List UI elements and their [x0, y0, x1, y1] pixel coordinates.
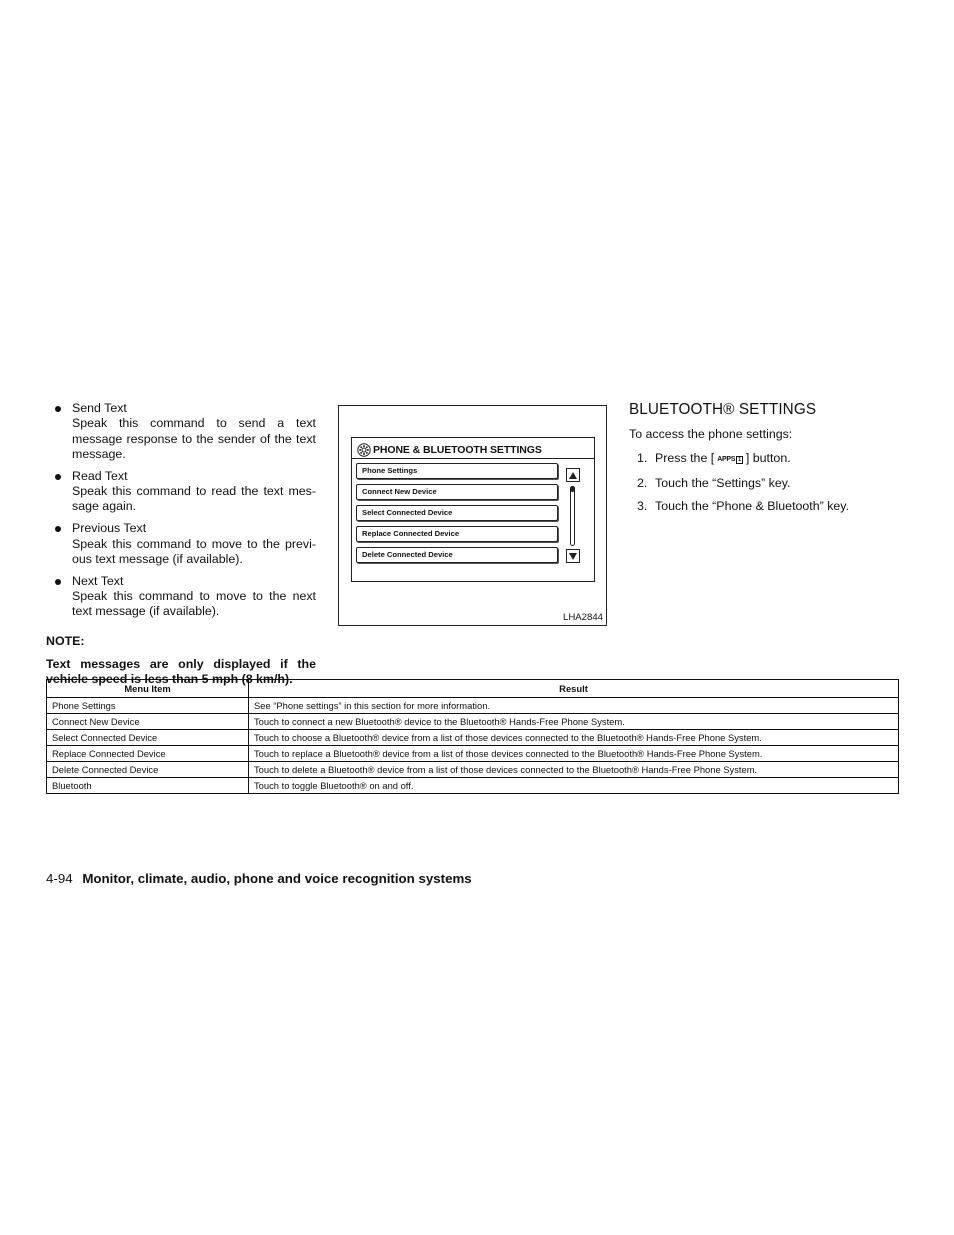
menu-button-connect-new-device[interactable]: Connect New Device: [356, 484, 558, 500]
divider: [352, 458, 594, 459]
step-text-prefix: Press the [: [655, 451, 715, 465]
down-arrow-icon: [569, 553, 577, 560]
scrollbar-track[interactable]: [570, 486, 575, 546]
list-item: [46, 469, 316, 515]
menu-button-delete-connected-device[interactable]: Delete Connected Device: [356, 547, 558, 563]
list-item: [46, 574, 316, 620]
table-header-row: [47, 680, 899, 698]
step-number: 1.: [637, 451, 648, 465]
up-arrow-icon: [569, 472, 577, 479]
note-body: Text messages are only displayed if the vehicle speed is less than 5 mph (8 km/h).: [46, 656, 316, 687]
steps-list: [629, 451, 919, 514]
result-cell: Touch to connect a new Bluetooth® device to the Bluetooth® Hands-Free Phone System.: [249, 714, 899, 730]
menu-button-replace-connected-device[interactable]: Replace Connected Device: [356, 526, 558, 542]
apps-key-label: APPS: [717, 456, 736, 463]
menu-item-cell: Bluetooth: [47, 778, 249, 794]
step-item: [629, 499, 919, 514]
step-item: [629, 476, 919, 491]
scrollbar-thumb[interactable]: [570, 486, 575, 492]
figure-code: LHA2844: [562, 612, 603, 623]
step-number: 3.: [637, 499, 648, 514]
table-row: [47, 714, 899, 730]
table-row: [47, 778, 899, 794]
scroll-up-button[interactable]: [566, 468, 580, 482]
result-cell: Touch to delete a Bluetooth® device from a list of those devices connected to the Bluetooth® Hands-Free Phone System.: [249, 762, 899, 778]
result-cell: See “Phone settings” in this section for more information.: [249, 698, 899, 714]
column-header-menu-item: Menu Item: [47, 680, 249, 698]
page-footer: [46, 871, 472, 886]
menu-item-cell: Delete Connected Device: [47, 762, 249, 778]
command-description: Speak this command to read the text mes-sage again.: [72, 484, 316, 514]
command-description: Speak this command to send a text message response to the sender of the text message.: [72, 416, 316, 461]
section-title: Monitor, climate, audio, phone and voice recognition systems: [82, 871, 472, 886]
screen-title: [357, 442, 542, 458]
left-column: [46, 401, 316, 688]
table-row: [47, 746, 899, 762]
result-cell: Touch to toggle Bluetooth® on and off.: [249, 778, 899, 794]
step-text: Touch the “Settings” key.: [655, 475, 791, 490]
list-item: [46, 401, 316, 462]
step-text: Touch the “Phone & Bluetooth” key.: [655, 499, 850, 514]
bullet-icon: [55, 526, 61, 532]
apps-key-box: 1: [738, 456, 741, 463]
page-number: 4-94: [46, 871, 73, 886]
menu-item-cell: Phone Settings: [47, 698, 249, 714]
step-item: [629, 451, 919, 467]
result-cell: Touch to replace a Bluetooth® device from a list of those devices connected to the Bluetooth® Hands-Free Phone System.: [249, 746, 899, 762]
list-item: [46, 521, 316, 567]
command-description: Speak this command to move to the previ-ous text message (if available).: [72, 536, 316, 566]
apps-key-icon: [717, 452, 743, 467]
bullet-icon: [55, 406, 61, 412]
step-text: [655, 451, 791, 467]
command-title: Send Text: [72, 401, 127, 415]
column-header-result: Result: [249, 680, 899, 698]
table-row: [47, 730, 899, 746]
bullet-icon: [55, 474, 61, 480]
menu-item-cell: Connect New Device: [47, 714, 249, 730]
menu-item-cell: Select Connected Device: [47, 730, 249, 746]
note-title: NOTE:: [46, 633, 85, 648]
right-column: [629, 400, 919, 523]
section-intro: To access the phone settings:: [629, 427, 793, 441]
gear-icon: [357, 443, 371, 457]
voice-command-list: [46, 401, 316, 620]
step-number: 2.: [637, 475, 648, 490]
menu-button-select-connected-device[interactable]: Select Connected Device: [356, 505, 558, 521]
settings-screen-figure: [338, 405, 607, 626]
menu-items-table: [46, 679, 899, 794]
scroll-down-button[interactable]: [566, 549, 580, 563]
command-title: Read Text: [72, 468, 128, 483]
table-row: [47, 698, 899, 714]
display-screen: [351, 437, 595, 582]
command-title: Next Text: [72, 573, 124, 588]
bullet-icon: [55, 579, 61, 585]
table-row: [47, 762, 899, 778]
screen-title-text: PHONE & BLUETOOTH SETTINGS: [373, 444, 542, 456]
result-cell: Touch to choose a Bluetooth® device from a list of those devices connected to the Bluetooth® Hands-Free Phone System.: [249, 730, 899, 746]
command-title: Previous Text: [72, 521, 147, 536]
section-heading: BLUETOOTH® SETTINGS: [629, 401, 817, 418]
menu-button-phone-settings[interactable]: Phone Settings: [356, 463, 558, 479]
menu-item-cell: Replace Connected Device: [47, 746, 249, 762]
step-text-suffix: ] button.: [745, 451, 791, 465]
command-description: Speak this command to move to the next text message (if available).: [72, 589, 316, 619]
